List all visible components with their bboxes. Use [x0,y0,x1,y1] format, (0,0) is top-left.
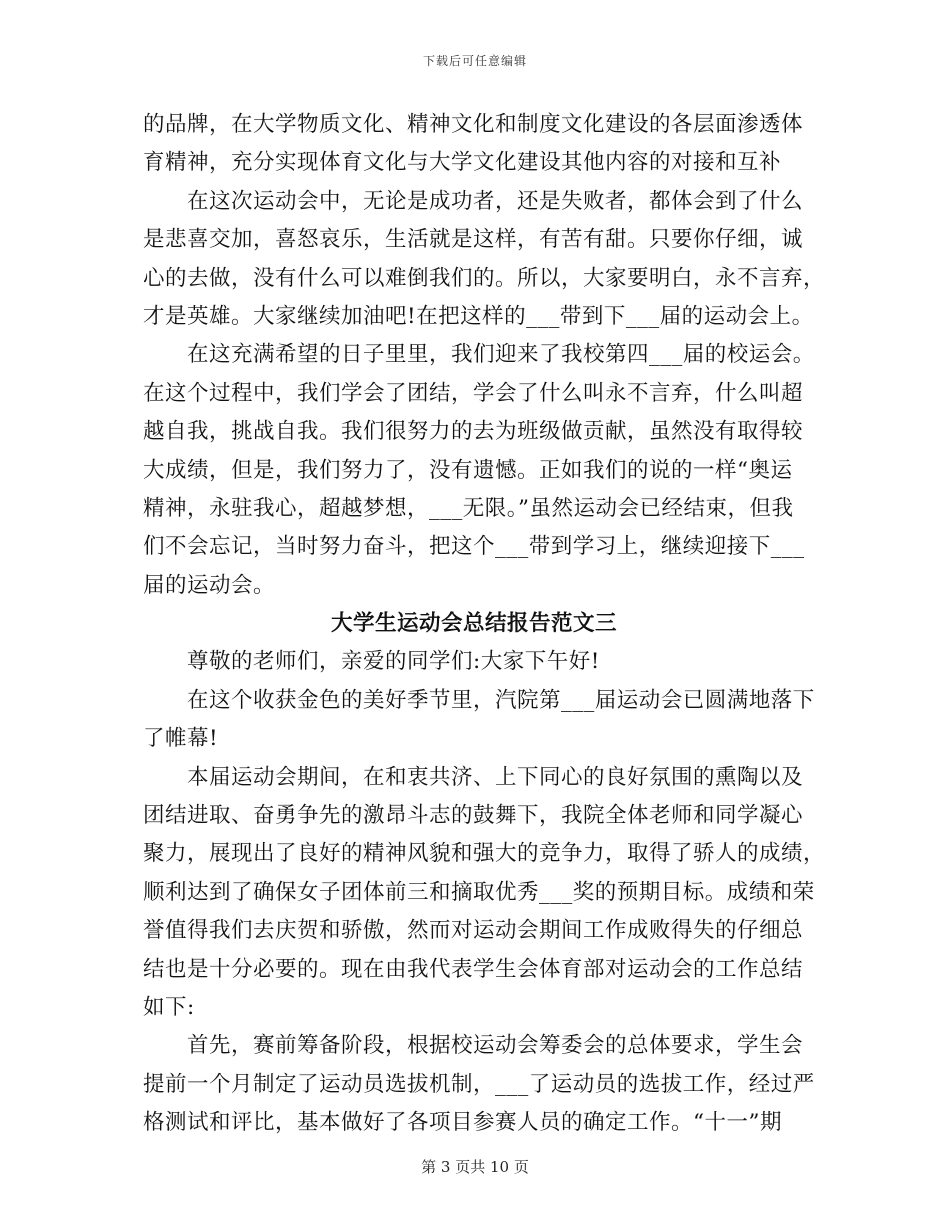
body-line: 顺利达到了确保女子团体前三和摘取优秀___奖的预期目标。成绩和荣 [143,879,815,905]
body-line: 届的运动会。 [143,572,276,598]
paragraph-start: 尊敬的老师们，亲爱的同学们:大家下午好! [187,649,600,675]
body-line: 心的去做，没有什么可以难倒我们的。所以，大家要明白，永不言弃， [143,265,826,291]
body-line: 越自我，挑战自我。我们很努力的去为班级做贡献，虽然没有取得较 [143,419,804,445]
paragraph-start: 在这充满希望的日子里里，我们迎来了我校第四___届的校运会。 [187,342,815,368]
body-line: 在这个过程中，我们学会了团结，学会了什么叫永不言弃，什么叫超 [143,380,804,406]
page-header: 下载后可任意编辑 [422,54,527,68]
body-line: 团结进取、奋勇争先的激昂斗志的鼓舞下，我院全体老师和同学凝心 [143,803,804,829]
paragraph-start: 首先，赛前筹备阶段，根据校运动会筹委会的总体要求，学生会 [187,1033,804,1059]
body-line: 育精神，充分实现体育文化与大学文化建设其他内容的对接和互补 [143,150,782,176]
body-line: 是悲喜交加，喜怒哀乐，生活就是这样，有苦有甜。只要你仔细，诚 [143,227,804,253]
body-line: 大成绩，但是，我们努力了，没有遗憾。正如我们的说的一样“奥运 [143,457,793,483]
body-line: 结也是十分必要的。现在由我代表学生会体育部对运动会的工作总结 [143,956,804,982]
body-line: 的品牌，在大学物质文化、精神文化和制度文化建设的各层面渗透体 [143,112,804,137]
body-line: 才是英雄。大家继续加油吧!在把这样的___带到下___届的运动会上。 [143,303,814,329]
body-line: 誉值得我们去庆贺和骄傲，然而对运动会期间工作成败得失的仔细总 [143,918,804,944]
body-line: 了帷幕! [143,726,219,752]
paragraph-start: 本届运动会期间，在和衷共济、上下同心的良好氛围的熏陶以及 [187,764,804,790]
body-line: 提前一个月制定了运动员选拔机制，___了运动员的选拔工作，经过严 [143,1071,815,1097]
body-line: 聚力，展现出了良好的精神风貌和强大的竞争力，取得了骄人的成绩， [143,841,826,867]
body-line: 格测试和评比，基本做好了各项目参赛人员的确定工作。“十一”期 [143,1110,782,1136]
section-title: 大学生运动会总结报告范文三 [330,611,617,637]
paragraph-start: 在这个收获金色的美好季节里，汽院第___届运动会已圆满地落下 [187,687,815,713]
body-line: 精神，永驻我心，超越梦想，___无限。”虽然运动会已经结束，但我 [143,495,794,521]
body-line: 们不会忘记，当时努力奋斗，把这个___带到学习上，继续迎接下___ [143,534,805,560]
body-line: 如下: [143,994,195,1020]
document-body [143,106,826,1143]
page-footer: 第 3 页共 10 页 [421,1158,529,1176]
paragraph-start: 在这次运动会中，无论是成功者，还是失败者，都体会到了什么 [187,188,804,214]
